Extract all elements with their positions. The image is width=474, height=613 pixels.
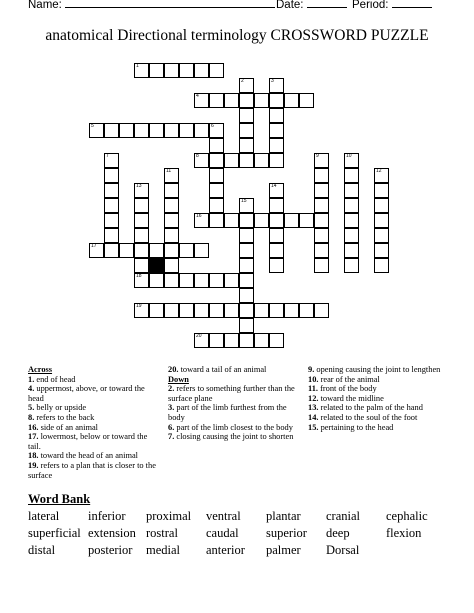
grid-cell[interactable] [314, 153, 329, 168]
grid-cell[interactable] [344, 168, 359, 183]
grid-cell[interactable] [254, 93, 269, 108]
grid-cell[interactable] [209, 273, 224, 288]
clue-down-15: 15. pertaining to the head [308, 422, 394, 432]
grid-cell[interactable] [209, 93, 224, 108]
grid-cell[interactable] [239, 243, 254, 258]
clue-number: 17 [91, 243, 97, 249]
grid-cell[interactable] [269, 78, 284, 93]
grid-cell[interactable] [314, 168, 329, 183]
grid-cell[interactable] [134, 123, 149, 138]
grid-cell[interactable] [134, 258, 149, 273]
grid-cell[interactable] [374, 168, 389, 183]
clue-number: 13 [136, 183, 142, 189]
grid-cell[interactable] [314, 258, 329, 273]
word-bank-word: rostral [146, 526, 178, 540]
clue-number: 11 [166, 168, 172, 174]
grid-cell[interactable] [224, 153, 239, 168]
grid-cell[interactable] [164, 183, 179, 198]
grid-cell[interactable] [149, 123, 164, 138]
grid-cell[interactable] [254, 213, 269, 228]
grid-cell[interactable] [164, 168, 179, 183]
grid-cell[interactable] [134, 228, 149, 243]
grid-cell[interactable] [239, 228, 254, 243]
grid-cell[interactable] [209, 303, 224, 318]
grid-cell[interactable] [269, 228, 284, 243]
clue-across-5: 5. belly or upside [28, 403, 87, 413]
grid-cell[interactable] [209, 168, 224, 183]
word-bank-word: superior [266, 526, 307, 540]
clue-number: 3 [271, 78, 274, 84]
word-bank-word: proximal [146, 509, 192, 523]
grid-cell[interactable] [149, 243, 164, 258]
grid-cell[interactable] [164, 303, 179, 318]
grid-cell[interactable] [209, 153, 224, 168]
grid-cell[interactable] [164, 198, 179, 213]
word-bank-word: lateral [28, 509, 60, 523]
grid-cell[interactable] [134, 243, 149, 258]
grid-cell[interactable] [239, 303, 254, 318]
clue-number: 5 [91, 123, 94, 129]
grid-cell[interactable] [239, 153, 254, 168]
grid-cell[interactable] [239, 333, 254, 348]
grid-cell[interactable] [224, 333, 239, 348]
grid-cell[interactable] [179, 123, 194, 138]
grid-cell[interactable] [104, 168, 119, 183]
grid-cell[interactable] [104, 213, 119, 228]
grid-cell[interactable] [164, 228, 179, 243]
grid-cell[interactable] [314, 213, 329, 228]
word-bank-row [28, 542, 468, 559]
clue-number: 19 [136, 303, 142, 309]
grid-cell[interactable] [239, 108, 254, 123]
clue-number: 9 [316, 153, 319, 159]
grid-cell[interactable] [239, 213, 254, 228]
clue-down-12: 12. toward the midline [308, 393, 384, 403]
name-label: Name: [28, 0, 62, 11]
grid-cell[interactable] [374, 213, 389, 228]
grid-cell[interactable] [344, 243, 359, 258]
clue-number: 10 [346, 153, 352, 159]
clue-number: 12 [376, 168, 382, 174]
grid-cell[interactable] [299, 303, 314, 318]
grid-cell[interactable] [344, 153, 359, 168]
across-clues-column [28, 365, 156, 480]
grid-cell[interactable] [344, 228, 359, 243]
grid-cell[interactable] [194, 303, 209, 318]
word-bank [28, 508, 468, 559]
grid-cell[interactable] [269, 198, 284, 213]
clue-across-4: 4. uppermost, above, or toward the head [28, 384, 145, 403]
grid-cell[interactable] [179, 303, 194, 318]
grid-cell[interactable] [254, 303, 269, 318]
clue-number: 6 [211, 123, 214, 129]
grid-cell[interactable] [239, 198, 254, 213]
grid-cell[interactable] [239, 93, 254, 108]
grid-cell[interactable] [284, 213, 299, 228]
grid-cell[interactable] [104, 123, 119, 138]
word-bank-word: deep [326, 526, 350, 540]
grid-cell[interactable] [164, 243, 179, 258]
word-bank-word: flexion [386, 526, 422, 540]
grid-cell[interactable] [239, 288, 254, 303]
grid-cell[interactable] [284, 93, 299, 108]
grid-cell[interactable] [254, 333, 269, 348]
grid-cell[interactable] [119, 123, 134, 138]
grid-cell[interactable] [194, 153, 209, 168]
word-bank-word: medial [146, 543, 181, 557]
grid-cell[interactable] [104, 153, 119, 168]
grid-cell[interactable] [194, 123, 209, 138]
word-bank-row [28, 525, 468, 542]
grid-cell[interactable] [344, 198, 359, 213]
clue-number: 15 [241, 198, 247, 204]
clue-across-17: 17. lowermost, below or toward the tail. [28, 432, 148, 451]
word-bank-word: superficial [28, 526, 81, 540]
grid-cell[interactable] [104, 183, 119, 198]
down-heading: Down [168, 374, 189, 384]
grid-cell[interactable] [374, 228, 389, 243]
grid-cell[interactable] [239, 78, 254, 93]
grid-cell[interactable] [89, 243, 104, 258]
word-bank-word: extension [88, 526, 136, 540]
clue-across-16: 16. side of an animal [28, 422, 99, 432]
grid-cell[interactable] [374, 243, 389, 258]
grid-cell[interactable] [224, 273, 239, 288]
grid-cell[interactable] [224, 303, 239, 318]
grid-cell[interactable] [134, 183, 149, 198]
word-bank-word: anterior [206, 543, 245, 557]
grid-cell[interactable] [194, 93, 209, 108]
grid-cell[interactable] [134, 198, 149, 213]
clue-across-1: 1. end of head [28, 374, 76, 384]
grid-cell[interactable] [149, 303, 164, 318]
grid-cell[interactable] [314, 228, 329, 243]
clue-down-7: 7. closing causing the joint to shorten [168, 432, 294, 442]
grid-cell[interactable] [344, 258, 359, 273]
grid-cell[interactable] [194, 273, 209, 288]
word-bank-word: ventral [206, 509, 241, 523]
grid-cell[interactable] [269, 153, 284, 168]
grid-cell[interactable] [239, 138, 254, 153]
grid-cell[interactable] [374, 258, 389, 273]
word-bank-row [28, 508, 468, 525]
grid-cell[interactable] [314, 198, 329, 213]
across-heading: Across [28, 365, 53, 374]
grid-cell[interactable] [269, 138, 284, 153]
grid-cell[interactable] [314, 243, 329, 258]
word-bank-word: Dorsal [326, 543, 360, 557]
grid-cell[interactable] [119, 243, 134, 258]
grid-cell[interactable] [314, 183, 329, 198]
grid-cell[interactable] [224, 93, 239, 108]
grid-cell[interactable] [179, 273, 194, 288]
grid-cell[interactable] [194, 213, 209, 228]
grid-cell[interactable] [104, 228, 119, 243]
grid-cell[interactable] [374, 183, 389, 198]
grid-cell[interactable] [284, 303, 299, 318]
clue-across-8: 8. refers to the back [28, 412, 95, 422]
clue-number: 4 [196, 93, 199, 99]
grid-cell[interactable] [209, 333, 224, 348]
word-bank-word: plantar [266, 509, 301, 523]
grid-cell[interactable] [149, 273, 164, 288]
clue-number: 14 [271, 183, 277, 189]
grid-cell[interactable] [179, 243, 194, 258]
grid-cell[interactable] [194, 63, 209, 78]
grid-cell[interactable] [269, 243, 284, 258]
clue-number: 7 [106, 153, 109, 159]
grid-cell[interactable] [269, 213, 284, 228]
date-label: Date: [276, 0, 304, 11]
grid-cell[interactable] [209, 123, 224, 138]
grid-cell[interactable] [89, 123, 104, 138]
grid-cell[interactable] [269, 93, 284, 108]
grid-cell[interactable] [269, 333, 284, 348]
grid-cell[interactable] [374, 198, 389, 213]
grid-cell[interactable] [134, 63, 149, 78]
clue-number: 16 [196, 213, 202, 219]
word-bank-word: posterior [88, 543, 133, 557]
grid-cell[interactable] [269, 108, 284, 123]
clue-down-9: 9. opening causing the joint to lengthen [308, 365, 441, 374]
grid-cell[interactable] [224, 213, 239, 228]
clue-down-11: 11. front of the body [308, 384, 377, 394]
clue-across-19: 19. refers to a plan that is closer to the surface [28, 460, 156, 480]
clue-across-18: 18. toward the head of an animal [28, 451, 138, 461]
period-label: Period: [352, 0, 389, 11]
word-bank-word: caudal [206, 526, 239, 540]
grid-cell[interactable] [104, 243, 119, 258]
clue-down-10: 10. rear of the animal [308, 374, 380, 384]
grid-cell[interactable] [314, 303, 329, 318]
grid-cell[interactable] [239, 123, 254, 138]
grid-cell[interactable] [164, 123, 179, 138]
grid-cell[interactable] [209, 138, 224, 153]
grid-cell[interactable] [164, 273, 179, 288]
grid-cell[interactable] [344, 183, 359, 198]
grid-cell[interactable] [209, 213, 224, 228]
clue-number: 2 [241, 78, 244, 84]
grid-cell[interactable] [269, 258, 284, 273]
grid-cell[interactable] [209, 63, 224, 78]
clue-number: 1 [136, 63, 139, 69]
grid-cell[interactable] [104, 198, 119, 213]
grid-cell[interactable] [209, 198, 224, 213]
clue-down-6: 6. part of the limb closest to the body [168, 422, 293, 432]
grid-cell[interactable] [239, 318, 254, 333]
grid-cell[interactable] [134, 273, 149, 288]
word-bank-word: palmer [266, 543, 301, 557]
clue-down-2: 2. refers to something further than the surface plane [168, 384, 295, 403]
grid-cell[interactable] [344, 213, 359, 228]
word-bank-word: cephalic [386, 509, 428, 523]
grid-cell[interactable] [149, 63, 164, 78]
grid-cell[interactable] [134, 213, 149, 228]
clue-down-14: 14. related to the soul of the foot [308, 412, 418, 422]
grid-cell[interactable] [239, 273, 254, 288]
grid-cell[interactable] [269, 303, 284, 318]
grid-cell[interactable] [299, 213, 314, 228]
clue-down-3: 3. part of the limb furthest from the body [168, 403, 287, 422]
grid-cell[interactable] [194, 243, 209, 258]
grid-block [149, 258, 164, 273]
clue-down-13: 13. related to the palm of the hand [308, 403, 423, 413]
word-bank-title: Word Bank [28, 492, 91, 506]
grid-cell[interactable] [134, 303, 149, 318]
grid-cell[interactable] [164, 213, 179, 228]
grid-cell[interactable] [254, 153, 269, 168]
word-bank-word: inferior [88, 509, 126, 523]
word-bank-word: distal [28, 543, 56, 557]
grid-cell[interactable] [269, 123, 284, 138]
down-clues-column [308, 365, 448, 432]
middle-clues-column [168, 365, 298, 442]
grid-cell[interactable] [209, 183, 224, 198]
grid-cell[interactable] [299, 93, 314, 108]
grid-cell[interactable] [194, 333, 209, 348]
grid-cell[interactable] [164, 63, 179, 78]
word-bank-word: cranial [326, 509, 361, 523]
clue-number: 18 [136, 273, 142, 279]
clue-number: 20 [196, 333, 202, 339]
page-title: anatomical Directional terminology CROSSWORD PUZZLE [45, 27, 429, 44]
grid-cell[interactable] [239, 258, 254, 273]
grid-cell[interactable] [269, 183, 284, 198]
clue-number: 8 [196, 153, 199, 159]
clue-across-20: 20. toward a tail of an animal [168, 365, 267, 374]
grid-cell[interactable] [164, 258, 179, 273]
grid-cell[interactable] [179, 63, 194, 78]
